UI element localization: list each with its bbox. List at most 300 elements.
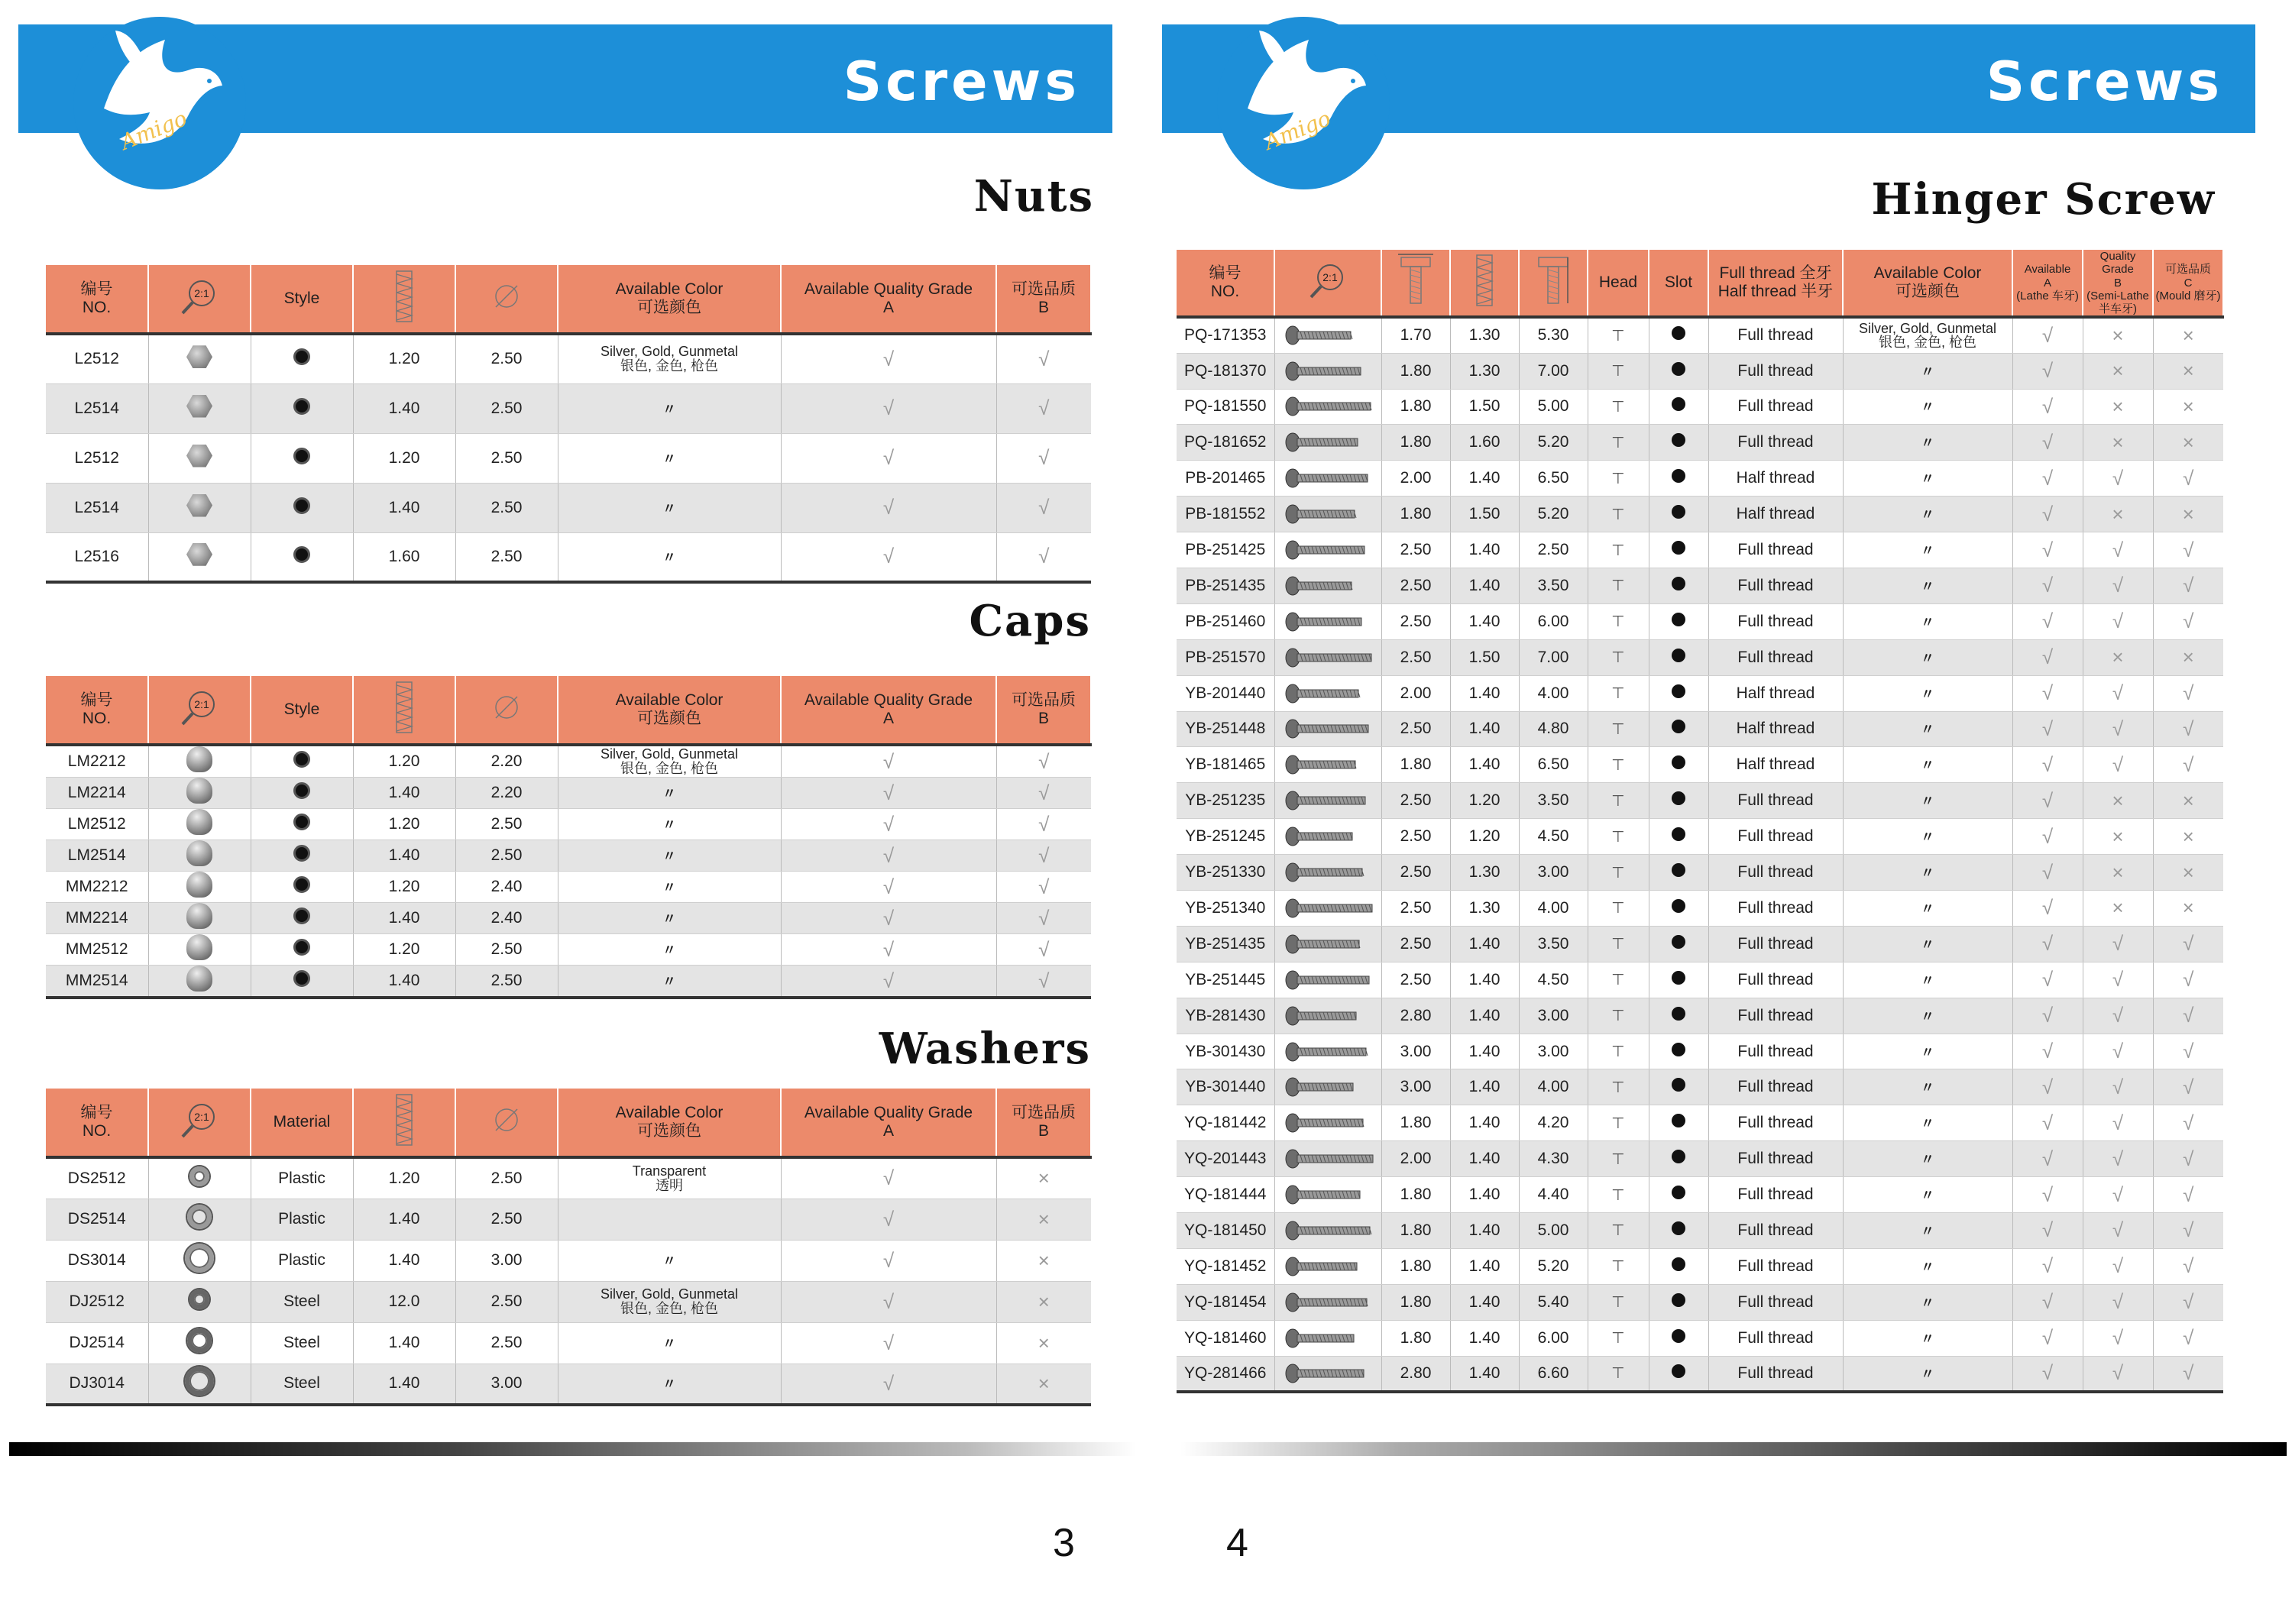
thread-type: Half thread	[1708, 711, 1843, 747]
header-grade-a: Available Quality Grade A	[781, 676, 996, 745]
style	[251, 433, 353, 483]
head-type-icon: ⊤	[1611, 506, 1625, 523]
head-height: 1.20	[1450, 819, 1519, 855]
grade-a: √	[2012, 1034, 2083, 1069]
thread-type: Full thread	[1708, 926, 1843, 962]
thread-type: Full thread	[1708, 998, 1843, 1034]
slot	[1649, 389, 1708, 425]
slot-icon	[1672, 469, 1685, 483]
part-number: L2514	[46, 483, 148, 532]
grade-c: √	[2153, 532, 2223, 568]
part-number: YB-251448	[1177, 711, 1274, 747]
header-head-height	[1450, 250, 1519, 317]
head-type	[1588, 568, 1649, 603]
header-color: Available Color 可选颜色	[558, 265, 781, 334]
part-number: PB-251460	[1177, 603, 1274, 639]
head-type-icon: ⊤	[1611, 792, 1625, 810]
product-image	[148, 1157, 251, 1199]
part-number: PB-251435	[1177, 568, 1274, 603]
table-row	[1177, 461, 2223, 497]
length: 6.50	[1519, 461, 1588, 497]
grade-c: √	[2153, 1177, 2223, 1213]
table-row	[1177, 425, 2223, 461]
thread-type: Full thread	[1708, 1284, 1843, 1320]
grade-b: √	[996, 433, 1091, 483]
grade-c: √	[2153, 998, 2223, 1034]
screw-image	[1282, 324, 1374, 347]
head-height: 1.40	[1450, 461, 1519, 497]
head-diameter: 1.80	[1381, 1248, 1450, 1284]
grade-a: √	[2012, 1105, 2083, 1141]
available-color: 〃	[1843, 389, 2012, 425]
product-image	[1274, 497, 1381, 532]
grade-b: ×	[2083, 639, 2153, 675]
section-title-hinger-screw: Hinger Screw	[1871, 174, 2216, 225]
grade-a: √	[781, 1199, 996, 1240]
available-color: 〃	[1843, 425, 2012, 461]
thickness: 1.40	[353, 1199, 455, 1240]
table-row	[1177, 891, 2223, 927]
table-row	[1177, 603, 2223, 639]
style-icon	[293, 448, 310, 464]
washer-image	[185, 1367, 214, 1396]
screw-image	[1282, 431, 1374, 454]
slot-icon	[1672, 1186, 1685, 1199]
grade-c: √	[2153, 1320, 2223, 1356]
head-diameter: 2.50	[1381, 711, 1450, 747]
style-icon	[293, 814, 310, 830]
length: 3.50	[1519, 568, 1588, 603]
product-image	[148, 809, 251, 840]
thread-type: Full thread	[1708, 962, 1843, 998]
thread-type: Half thread	[1708, 461, 1843, 497]
style-icon	[293, 497, 310, 514]
magnifier-icon	[176, 1100, 222, 1140]
grade-c: √	[2153, 1356, 2223, 1392]
product-image	[148, 1322, 251, 1364]
header-color: Available Color 可选颜色	[558, 1089, 781, 1157]
available-color: 〃	[1843, 819, 2012, 855]
cap-nut-image	[186, 872, 212, 898]
head-type-icon: ⊤	[1611, 936, 1625, 953]
grade-c: √	[2153, 962, 2223, 998]
grade-a: √	[2012, 603, 2083, 639]
thread-type: Full thread	[1708, 891, 1843, 927]
style	[251, 383, 353, 433]
product-image	[1274, 425, 1381, 461]
table-row	[1177, 711, 2223, 747]
header-grade-a: Available Quality Grade A	[781, 1089, 996, 1157]
part-number: YB-251235	[1177, 783, 1274, 819]
thread-type: Full thread	[1708, 1034, 1843, 1069]
washer-image	[189, 1166, 209, 1186]
thread-type: Full thread	[1708, 353, 1843, 389]
style	[251, 966, 353, 998]
table-row	[46, 1157, 1091, 1199]
thread-type: Full thread	[1708, 1320, 1843, 1356]
head-height: 1.40	[1450, 1356, 1519, 1392]
product-image	[1274, 962, 1381, 998]
table-row	[46, 433, 1091, 483]
table-row	[46, 778, 1091, 809]
amigo-dove-logo	[1217, 17, 1390, 189]
screw-image	[1282, 503, 1374, 526]
washer-image	[189, 1289, 209, 1309]
slot-icon	[1672, 1257, 1685, 1271]
grade-c: √	[2153, 1213, 2223, 1249]
available-color: 〃	[1843, 891, 2012, 927]
grade-a: √	[2012, 353, 2083, 389]
product-image	[1274, 855, 1381, 891]
available-color: 〃	[558, 934, 781, 966]
head-type-icon: ⊤	[1611, 1079, 1625, 1096]
grade-c: √	[2153, 1248, 2223, 1284]
head-type-icon: ⊤	[1611, 1294, 1625, 1312]
table-row	[1177, 1141, 2223, 1177]
head-height: 1.40	[1450, 711, 1519, 747]
diameter-icon	[491, 1105, 522, 1135]
slot-icon	[1672, 1007, 1685, 1021]
style-icon	[293, 398, 310, 415]
head-diameter: 1.80	[1381, 353, 1450, 389]
length: 4.40	[1519, 1177, 1588, 1213]
header-grade-b: 可选品质 B	[996, 265, 1091, 334]
available-color: 〃	[1843, 603, 2012, 639]
slot-icon	[1672, 362, 1685, 376]
head-type-icon: ⊤	[1611, 972, 1625, 989]
slot	[1649, 1320, 1708, 1356]
grade-c: √	[2153, 461, 2223, 497]
part-number: LM2214	[46, 778, 148, 809]
length: 4.20	[1519, 1105, 1588, 1141]
header-thread: Full thread 全牙 Half thread 半牙	[1708, 250, 1843, 317]
slot	[1649, 783, 1708, 819]
screw-image	[1282, 1076, 1374, 1098]
style	[251, 532, 353, 582]
svg-text:2:1: 2:1	[194, 697, 209, 710]
slot	[1649, 1141, 1708, 1177]
cap-nut-image	[186, 778, 212, 804]
grade-c: ×	[2153, 855, 2223, 891]
head-type-icon: ⊤	[1611, 720, 1625, 738]
head-height: 1.40	[1450, 603, 1519, 639]
header-thickness	[353, 1089, 455, 1157]
head-height: 1.30	[1450, 891, 1519, 927]
grade-b: ×	[996, 1199, 1091, 1240]
thread-type: Full thread	[1708, 1141, 1843, 1177]
head-diameter: 1.80	[1381, 497, 1450, 532]
head-type	[1588, 317, 1649, 353]
head-diameter: 3.00	[1381, 1069, 1450, 1105]
diameter-icon	[491, 281, 522, 312]
grade-c: √	[2153, 747, 2223, 783]
length: 6.50	[1519, 747, 1588, 783]
part-number: YQ-181444	[1177, 1177, 1274, 1213]
grade-b: √	[996, 483, 1091, 532]
caps-table	[46, 676, 1092, 999]
available-color: 〃	[1843, 747, 2012, 783]
grade-b: √	[2083, 747, 2153, 783]
screw-image	[1282, 395, 1374, 418]
part-number: YQ-181452	[1177, 1248, 1274, 1284]
thread-type: Full thread	[1708, 1069, 1843, 1105]
length: 7.00	[1519, 353, 1588, 389]
available-color: 〃	[1843, 1177, 2012, 1213]
table-row	[1177, 747, 2223, 783]
available-color: 〃	[558, 872, 781, 903]
product-image	[1274, 1213, 1381, 1249]
head-type	[1588, 675, 1649, 711]
grade-b: ×	[996, 1322, 1091, 1364]
head-type-icon: ⊤	[1611, 1330, 1625, 1347]
magnifier-icon	[176, 277, 222, 316]
head-height: 1.50	[1450, 497, 1519, 532]
head-type	[1588, 855, 1649, 891]
head-type	[1588, 1284, 1649, 1320]
available-color: 〃	[558, 1364, 781, 1405]
header-row	[46, 265, 1091, 334]
header-scale	[148, 676, 251, 745]
amigo-dove-logo	[73, 17, 246, 189]
grade-b: ×	[2083, 891, 2153, 927]
length: 5.00	[1519, 389, 1588, 425]
slot-icon	[1672, 791, 1685, 805]
available-color: 〃	[1843, 639, 2012, 675]
thickness-icon	[394, 681, 414, 734]
length: 4.50	[1519, 819, 1588, 855]
grade-b: √	[996, 778, 1091, 809]
head-height: 1.50	[1450, 389, 1519, 425]
part-number: PB-251425	[1177, 532, 1274, 568]
grade-a: √	[2012, 675, 2083, 711]
screw-image	[1282, 861, 1374, 884]
available-color: Silver, Gold, Gunmetal 银色, 金色, 枪色	[558, 334, 781, 383]
product-image	[148, 334, 251, 383]
product-image	[1274, 1141, 1381, 1177]
cap-nut-image	[186, 903, 212, 929]
available-color: 〃	[1843, 1141, 2012, 1177]
thickness-icon	[394, 1093, 414, 1147]
head-type-icon: ⊤	[1611, 1043, 1625, 1060]
slot	[1649, 1213, 1708, 1249]
slot-icon	[1672, 1150, 1685, 1163]
screw-image	[1282, 1004, 1374, 1027]
header-no: 编号 NO.	[46, 265, 148, 334]
head-type-icon: ⊤	[1611, 1150, 1625, 1168]
table-row	[1177, 998, 2223, 1034]
available-color: 〃	[558, 966, 781, 998]
thickness: 1.20	[353, 433, 455, 483]
diameter: 2.50	[455, 1157, 558, 1199]
diameter: 2.50	[455, 1199, 558, 1240]
thread-type: Half thread	[1708, 497, 1843, 532]
grade-a: √	[2012, 497, 2083, 532]
slot	[1649, 891, 1708, 927]
available-color: 〃	[1843, 532, 2012, 568]
head-diameter: 1.80	[1381, 425, 1450, 461]
style-icon	[293, 907, 310, 924]
header-thickness	[353, 676, 455, 745]
slot-icon	[1672, 1221, 1685, 1235]
length: 7.00	[1519, 639, 1588, 675]
screw-image	[1282, 1362, 1374, 1385]
product-image	[1274, 675, 1381, 711]
slot-icon	[1672, 326, 1685, 340]
grade-a: √	[2012, 1320, 2083, 1356]
slot	[1649, 425, 1708, 461]
head-diameter: 2.50	[1381, 639, 1450, 675]
header-slot: Slot	[1649, 250, 1708, 317]
table-row	[46, 383, 1091, 433]
slot	[1649, 747, 1708, 783]
table-row	[1177, 532, 2223, 568]
head-height: 1.30	[1450, 317, 1519, 353]
diameter: 2.50	[455, 532, 558, 582]
grade-b: √	[2083, 711, 2153, 747]
grade-a: √	[781, 809, 996, 840]
available-color: 〃	[558, 903, 781, 934]
head-type-icon: ⊤	[1611, 470, 1625, 487]
slot	[1649, 1034, 1708, 1069]
product-image	[148, 840, 251, 872]
head-diameter: 2.80	[1381, 1356, 1450, 1392]
section-title-washers: Washers	[879, 1024, 1091, 1074]
head-type-icon: ⊤	[1611, 1114, 1625, 1132]
slot-icon	[1672, 1293, 1685, 1307]
grade-b: ×	[996, 1157, 1091, 1199]
diameter: 2.20	[455, 745, 558, 778]
product-image	[148, 532, 251, 582]
head-diameter: 2.00	[1381, 1141, 1450, 1177]
part-number: L2512	[46, 334, 148, 383]
table-row	[46, 745, 1091, 778]
head-height: 1.40	[1450, 1141, 1519, 1177]
thread-type: Full thread	[1708, 425, 1843, 461]
thread-type: Full thread	[1708, 819, 1843, 855]
head-height: 1.40	[1450, 998, 1519, 1034]
table-row	[46, 1199, 1091, 1240]
slot	[1649, 998, 1708, 1034]
grade-b: √	[2083, 926, 2153, 962]
table-row	[1177, 1069, 2223, 1105]
product-image	[148, 934, 251, 966]
header-head: Head	[1588, 250, 1649, 317]
section-title-nuts: Nuts	[973, 171, 1094, 222]
screw-image	[1282, 1327, 1374, 1350]
slot	[1649, 461, 1708, 497]
part-number: YQ-181454	[1177, 1284, 1274, 1320]
grade-b: √	[2083, 675, 2153, 711]
product-image	[1274, 1034, 1381, 1069]
available-color: Silver, Gold, Gunmetal 银色, 金色, 枪色	[558, 1281, 781, 1322]
part-number: L2516	[46, 532, 148, 582]
screw-image	[1282, 717, 1374, 740]
part-number: MM2214	[46, 903, 148, 934]
screw-image	[1282, 467, 1374, 490]
style	[251, 778, 353, 809]
slot-icon	[1672, 541, 1685, 555]
part-number: YQ-181450	[1177, 1213, 1274, 1249]
header-color: Available Color 可选颜色	[558, 676, 781, 745]
grade-a: √	[781, 778, 996, 809]
screw-image	[1282, 360, 1374, 383]
slot-icon	[1672, 505, 1685, 519]
head-type	[1588, 1105, 1649, 1141]
header-no: 编号 NO.	[46, 1089, 148, 1157]
head-type	[1588, 497, 1649, 532]
slot-icon	[1672, 1329, 1685, 1343]
material: Steel	[251, 1322, 353, 1364]
thread-type: Full thread	[1708, 639, 1843, 675]
head-height: 1.40	[1450, 1213, 1519, 1249]
product-image	[1274, 353, 1381, 389]
grade-a: √	[781, 1281, 996, 1322]
page-number-left: 3	[1053, 1521, 1075, 1565]
product-image	[1274, 1069, 1381, 1105]
head-height: 1.20	[1450, 783, 1519, 819]
product-image	[1274, 783, 1381, 819]
header-head-diameter	[1381, 250, 1450, 317]
head-diameter: 2.50	[1381, 855, 1450, 891]
head-height: 1.30	[1450, 855, 1519, 891]
grade-a: √	[2012, 962, 2083, 998]
head-type	[1588, 1141, 1649, 1177]
slot	[1649, 926, 1708, 962]
grade-b: √	[2083, 1105, 2153, 1141]
table-row	[1177, 1248, 2223, 1284]
grade-b: √	[2083, 1213, 2153, 1249]
slot	[1649, 532, 1708, 568]
style-icon	[293, 876, 310, 893]
nut-image	[186, 395, 212, 418]
slot-icon	[1672, 613, 1685, 626]
thickness: 1.40	[353, 483, 455, 532]
head-type	[1588, 461, 1649, 497]
product-image	[1274, 1177, 1381, 1213]
grade-c: √	[2153, 1034, 2223, 1069]
header-no: 编号 NO.	[46, 676, 148, 745]
head-diameter: 2.50	[1381, 819, 1450, 855]
style	[251, 903, 353, 934]
footer-rule-right	[1180, 1442, 2287, 1456]
grade-b: ×	[2083, 317, 2153, 353]
header-length	[1519, 250, 1588, 317]
part-number: MM2512	[46, 934, 148, 966]
thread-type: Full thread	[1708, 1105, 1843, 1141]
head-height: 1.40	[1450, 1105, 1519, 1141]
magnifier-icon	[176, 687, 222, 727]
length: 4.50	[1519, 962, 1588, 998]
grade-b: √	[996, 383, 1091, 433]
length: 4.00	[1519, 1069, 1588, 1105]
grade-b: √	[996, 966, 1091, 998]
grade-c: ×	[2153, 891, 2223, 927]
part-number: YB-181465	[1177, 747, 1274, 783]
head-diameter: 1.80	[1381, 389, 1450, 425]
head-type	[1588, 639, 1649, 675]
table-row	[1177, 926, 2223, 962]
grade-c: √	[2153, 711, 2223, 747]
grade-a: √	[781, 745, 996, 778]
available-color: 〃	[558, 778, 781, 809]
cap-nut-image	[186, 966, 212, 992]
grade-b: √	[996, 903, 1091, 934]
header-material: Material	[251, 1089, 353, 1157]
diameter: 2.50	[455, 383, 558, 433]
head-type-icon: ⊤	[1611, 542, 1625, 559]
slot	[1649, 1069, 1708, 1105]
grade-b: ×	[2083, 497, 2153, 532]
